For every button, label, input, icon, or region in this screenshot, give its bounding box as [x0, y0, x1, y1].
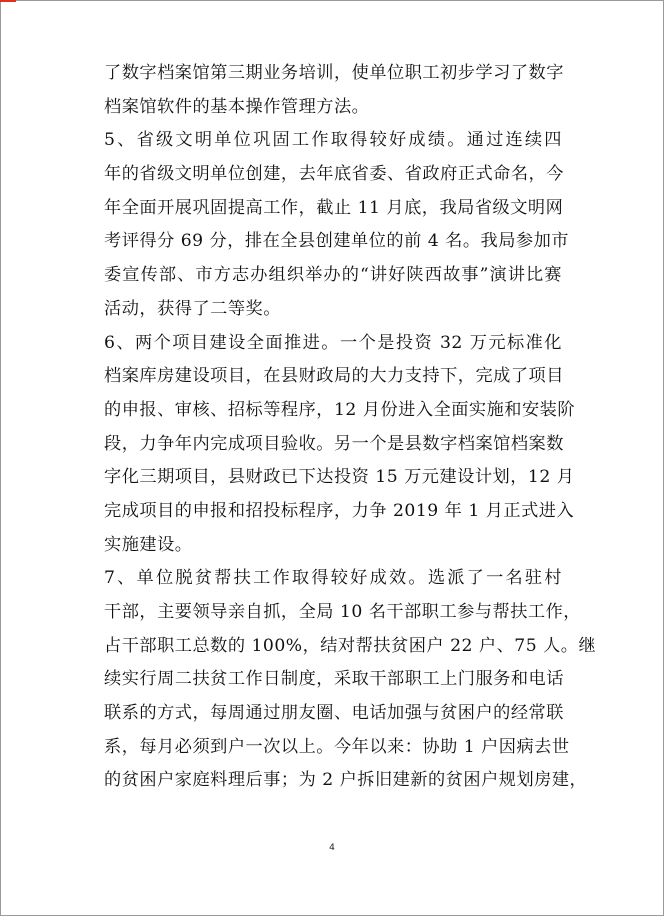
text-line: 段，力争年内完成项目验收。另一个是县数字档案馆档案数 — [104, 433, 564, 454]
text-line: 的贫困户家庭料理后事；为 2 户拆旧建新的贫困户规划房建， — [104, 770, 588, 791]
text-line: 字化三期项目，县财政已下达投资 15 万元建设计划，12 月 — [104, 467, 575, 488]
text-line: 续实行周二扶贫工作日制度，采取干部职工上门服务和电话 — [104, 669, 564, 690]
text-line: 联系的方式，每周通过朋友圈、电话加强与贫困户的经常联 — [104, 703, 564, 724]
text-line: 活动，获得了二等奖。 — [104, 298, 281, 319]
text-line: 的申报、审核、招标等程序，12 月份进入全面实施和安装阶 — [104, 399, 576, 420]
text-line: 年全面开展巩固提高工作，截止 11 月底，我局省级文明网 — [104, 197, 564, 218]
text-line: 了数字档案馆第三期业务培训，使单位职工初步学习了数字 — [104, 63, 564, 83]
text-line: 档案馆软件的基本操作管理方法。 — [104, 96, 370, 117]
text-line: 干部，主要领导亲自抓，全局 10 名干部职工参与帮扶工作， — [104, 602, 581, 622]
text-line: 5、省级文明单位巩固工作取得较好成绩。通过连续四 — [104, 130, 562, 151]
text-line: 档案库房建设项目，在县财政局的大力支持下，完成了项目 — [104, 366, 564, 387]
text-line: 委宣传部、市方志办组织举办的“讲好陕西故事”演讲比赛 — [104, 265, 562, 286]
text-line: 实施建设。 — [104, 534, 193, 555]
page-number: 4 — [329, 843, 335, 853]
text-line: 6、两个项目建设全面推进。一个是投资 32 万元标准化 — [104, 332, 562, 353]
text-line: 系，每月必须到户一次以上。今年以来：协助 1 户因病去世 — [104, 736, 570, 757]
text-line: 年的省级文明单位创建，去年底省委、省政府正式命名，今 — [104, 164, 564, 185]
document-body — [104, 57, 597, 798]
text-line: 7、单位脱贫帮扶工作取得较好成效。选派了一名驻村 — [104, 568, 562, 589]
corner-mark — [0, 0, 16, 2]
text-line: 占干部职工总数的 100%，结对帮扶贫困户 22 户、75 人。继 — [104, 635, 597, 656]
text-line: 考评得分 69 分，排在全县创建单位的前 4 名。我局参加市 — [104, 231, 569, 252]
text-line: 完成项目的申报和招投标程序，力争 2019 年 1 月正式进入 — [104, 500, 575, 521]
